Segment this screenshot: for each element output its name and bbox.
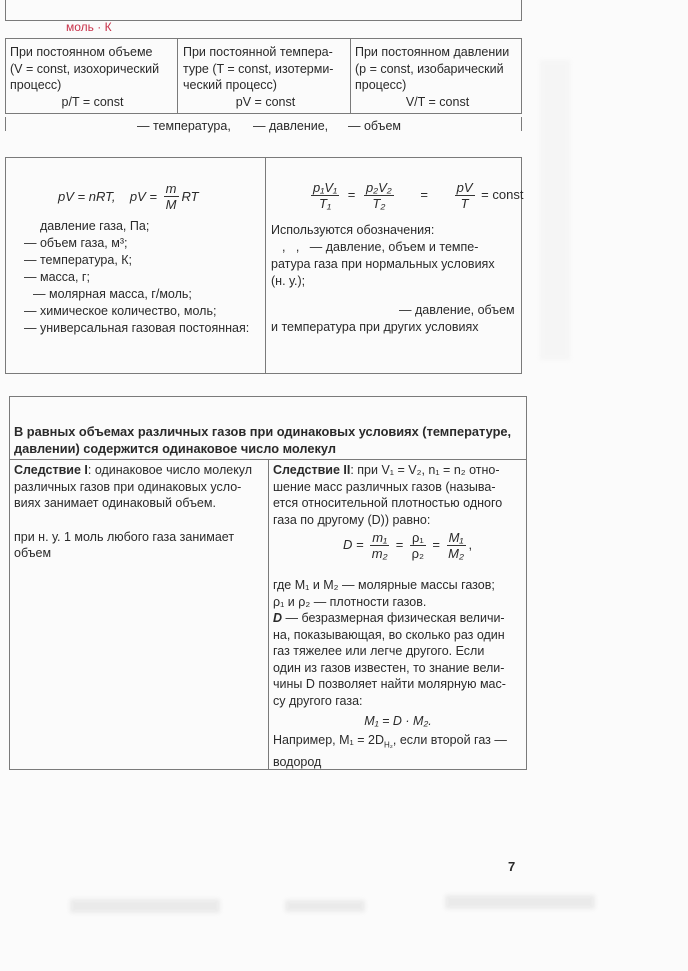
ideal-gas-divider	[265, 157, 266, 374]
isothermal-cell: При постоянной темпера- туре (T = const, изотерми- ческий процесс) pV = const	[183, 44, 348, 110]
temperature-definition: — температура, К;	[24, 253, 133, 267]
pressure-definition: давление газа, Па;	[40, 219, 150, 233]
normal-conditions-line1: , , — давление, объем и темпе-	[282, 240, 479, 254]
scan-artifact	[70, 899, 220, 913]
sec1-top-right-border	[521, 0, 522, 20]
page-number: 7	[508, 859, 516, 874]
molar-mass-definition: — молярная масса, г/моль;	[33, 287, 192, 301]
volume-definition: — объем газа, м³;	[24, 236, 128, 250]
sec1-top-left-border	[5, 0, 6, 20]
notation-title: Используются обозначения:	[271, 223, 435, 237]
isobaric-formula: V/T = const	[405, 94, 470, 109]
isothermal-formula: pV = const	[235, 94, 296, 109]
other-conditions-line2: и температура при других условиях	[271, 320, 479, 334]
scan-artifact	[540, 60, 570, 360]
amount-definition: — химическое количество, моль;	[24, 304, 217, 318]
legend-volume: — объем	[348, 119, 402, 133]
legend-temp: — температура,	[137, 119, 231, 133]
table-divider-1	[177, 38, 178, 114]
scan-artifact	[445, 895, 595, 909]
example-note: Например, $M_1 = 2D_{H_2}$, если второй газ — водород	[273, 733, 507, 769]
legend-right-border	[521, 117, 522, 131]
molar-mass-formula: M₁ = D · M₂.	[364, 714, 432, 728]
mass-definition: — масса, г;	[24, 270, 90, 284]
corollary-2-title: Следствие II	[273, 463, 351, 477]
avogadro-divider	[268, 459, 269, 770]
unit-fragment: моль · К	[66, 20, 112, 34]
isochoric-cell: При постоянном объеме (V = const, изохорический процесс) p/T = const	[10, 44, 175, 110]
gas-constant-definition: — универсальная газовая постоянная:	[24, 321, 250, 335]
legend-pressure: — давление,	[253, 119, 329, 133]
scan-artifact	[285, 900, 365, 912]
corollary-2: Следствие II: при V₁ = V₂, n₁ = n₂ отно- шение масс различных газов (называ- ется относительной плотностью одного газа по другому (D)) равно:	[273, 463, 503, 527]
corollary-1: Следствие I: одинаковое число молекул различных газов при одинаковых усло- виях занимает одинаковый объем. при н. у. 1 моль любого газа занимает объем	[14, 463, 253, 560]
corollary-2-explanation: где M₁ и M₂ — молярные массы газов; ρ₁ и ρ₂ — плотности газов. D — безразмерная физическая величи- на, показывающая, во сколько раз один газ тяжелее или легче другого. Если один из газов известен, то знание вели- чины D позволяет найти молярную мас- су другого газа:	[273, 578, 506, 708]
legend-left-border	[5, 117, 6, 131]
table-divider-2	[350, 38, 351, 114]
other-conditions-line1: — давление, объем	[399, 303, 515, 317]
normal-conditions-line3: (н. у.);	[271, 274, 306, 288]
combined-gas-law: $\frac{\text{p₁V₁}}{\text{T₁}}$ = $\frac{\text{p₂V₂}}{\text{T₂}}$ = $\frac{pV}{T}$ = const	[313, 180, 524, 211]
isobaric-cell: При постоянном давлении (p = const, изобарический процесс) V/T = const	[355, 44, 520, 110]
isochoric-formula: p/T = const	[61, 94, 124, 109]
relative-density-formula: D = $\frac{\text{m₁}}{\text{m₂}}$ = $\frac{\text{ρ₁}}{\text{ρ₂}}$ = $\frac{\text{M₁}}{\text{M₂}}$ ,	[343, 530, 473, 561]
clapeyron-formula: pV = nRT, pV = $\frac{m}{M}$ RT	[58, 181, 199, 212]
avogadro-law-header: В равных объемах различных газов при одинаковых условиях (температуре, давлении) содержится одинаковое число молекул	[14, 424, 512, 456]
normal-conditions-line2: ратура газа при нормальных условиях	[271, 257, 495, 271]
corollary-1-title: Следствие I	[14, 463, 88, 477]
